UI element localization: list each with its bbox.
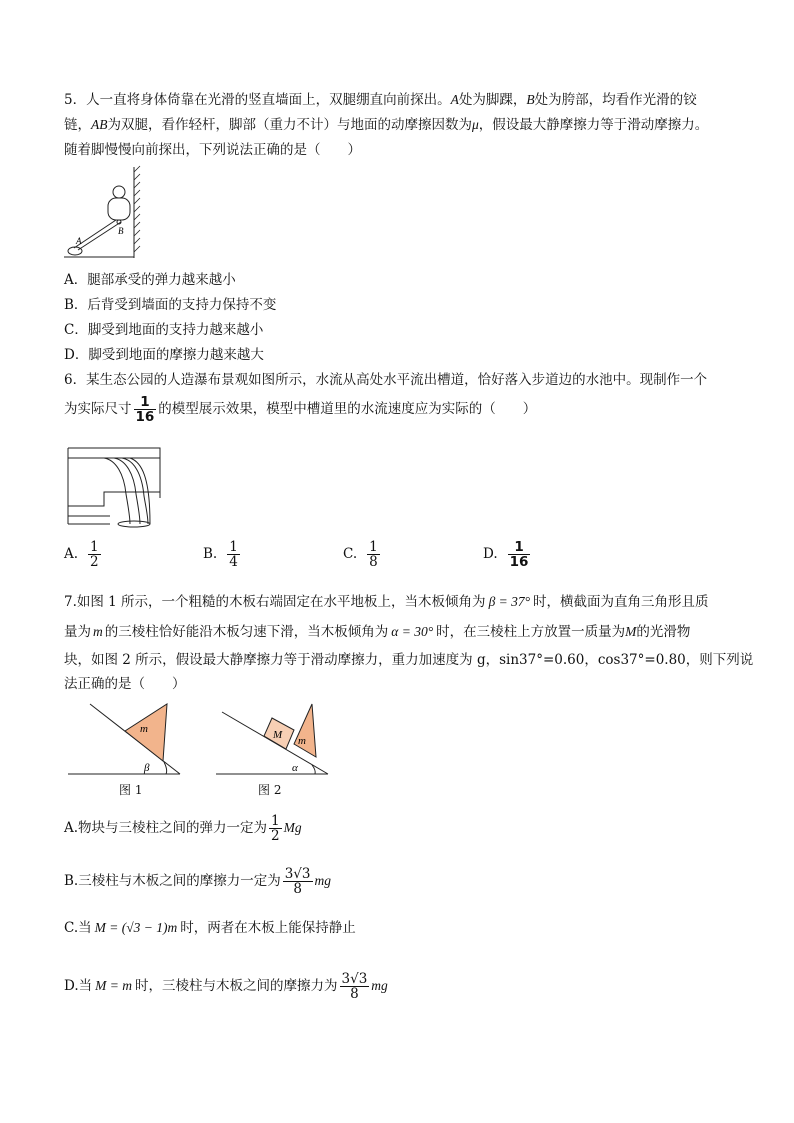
q6-option-b[interactable]: B. $\frac{1}{4}$ [203,539,238,570]
q6-option-c[interactable]: C. $\frac{1}{8}$ [343,539,378,570]
q6-stem-line2: 为实际尺寸 $\frac{1}{16}$ 的模型展示效果，模型中槽道里的水流速度应为实际的（ ） [64,394,537,425]
q7-stem-line1: 7.如图 1 所示，一个粗糙的木板右端固定在水平地板上，当木板倾角为 β = 37° 时，横截面为直角三角形且质 [64,594,709,610]
q5-stem-line1: 5．人一直将身体倚靠在光滑的竖直墙面上，双腿绷直向前探出。A处为脚踝，B处为胯部，均看作光滑的铰 [64,92,697,108]
q7-figure-2 [216,704,328,774]
q5-stem-line2: 链，AB为双腿，看作轻杆，脚部（重力不计）与地面的动摩擦因数为μ，假设最大静摩擦力等于滑动摩擦力。 [64,117,709,133]
q7-fig2-label-m: m [298,735,306,747]
q7-option-c[interactable]: C.当 M = (√3 − 1)m 时，两者在木板上能保持静止 [64,920,356,936]
q7-stem-line4: 法正确的是（ ） [64,676,186,692]
q7-option-a[interactable]: A.物块与三棱柱之间的弹力一定为 $\frac{1}{2}$ Mg [64,813,302,844]
q5-stem-line3: 随着脚慢慢向前探出，下列说法正确的是（ ） [64,142,361,158]
q6-option-a[interactable]: A. $\frac{1}{2}$ [64,539,99,570]
q5-fig-label-A: A [76,236,82,246]
q6-figure-waterfall [64,444,166,530]
q7-figure-1 [68,704,180,774]
q5-figure-wall-person [64,162,150,262]
q7-option-d[interactable]: D.当 M = m 时，三棱柱与木板之间的摩擦力为 $\frac{3√3}{8}$ mg [64,971,388,1002]
q7-figures-incline [64,700,334,780]
q7-option-b[interactable]: B.三棱柱与木板之间的摩擦力一定为 $\frac{3√3}{8}$ mg [64,866,331,897]
q7-fig2-label-M: M [273,729,283,741]
q6-option-d[interactable]: D. $\frac{1}{16}$ [483,539,529,570]
q7-stem-line3: 块，如图 2 所示，假设最大静摩擦力等于滑动摩擦力，重力加速度为 g，sin37°=0.60，cos37°=0.80，则下列说 [64,652,754,668]
q7-fig2-label-alpha: α [292,762,298,774]
q7-fig1-label-m: m [140,723,148,735]
q7-fig1-label-beta: β [144,762,150,774]
q5-option-a[interactable]: A．腿部承受的弹力越来越小 [64,272,236,288]
q7-figure-2-caption: 图 2 [258,783,282,797]
q5-option-b[interactable]: B．后背受到墙面的支持力保持不变 [64,297,277,313]
q5-option-d[interactable]: D．脚受到地面的摩擦力越来越大 [64,347,264,363]
q7-figure-1-caption: 图 1 [119,783,143,797]
q7-stem-line2: 量为 m 的三棱柱恰好能沿木板匀速下滑，当木板倾角为 α = 30° 时，在三棱柱上方放置一质量为M的光滑物 [64,624,691,640]
q5-fig-label-B: B [118,226,124,236]
q5-option-c[interactable]: C．脚受到地面的支持力越来越小 [64,322,264,338]
q6-stem-line1: 6．某生态公园的人造瀑布景观如图所示，水流从高处水平流出槽道，恰好落入步道边的水池中。现制作一个 [64,372,708,388]
q6-stem-fraction: $\frac{1}{16}$ [135,394,155,425]
